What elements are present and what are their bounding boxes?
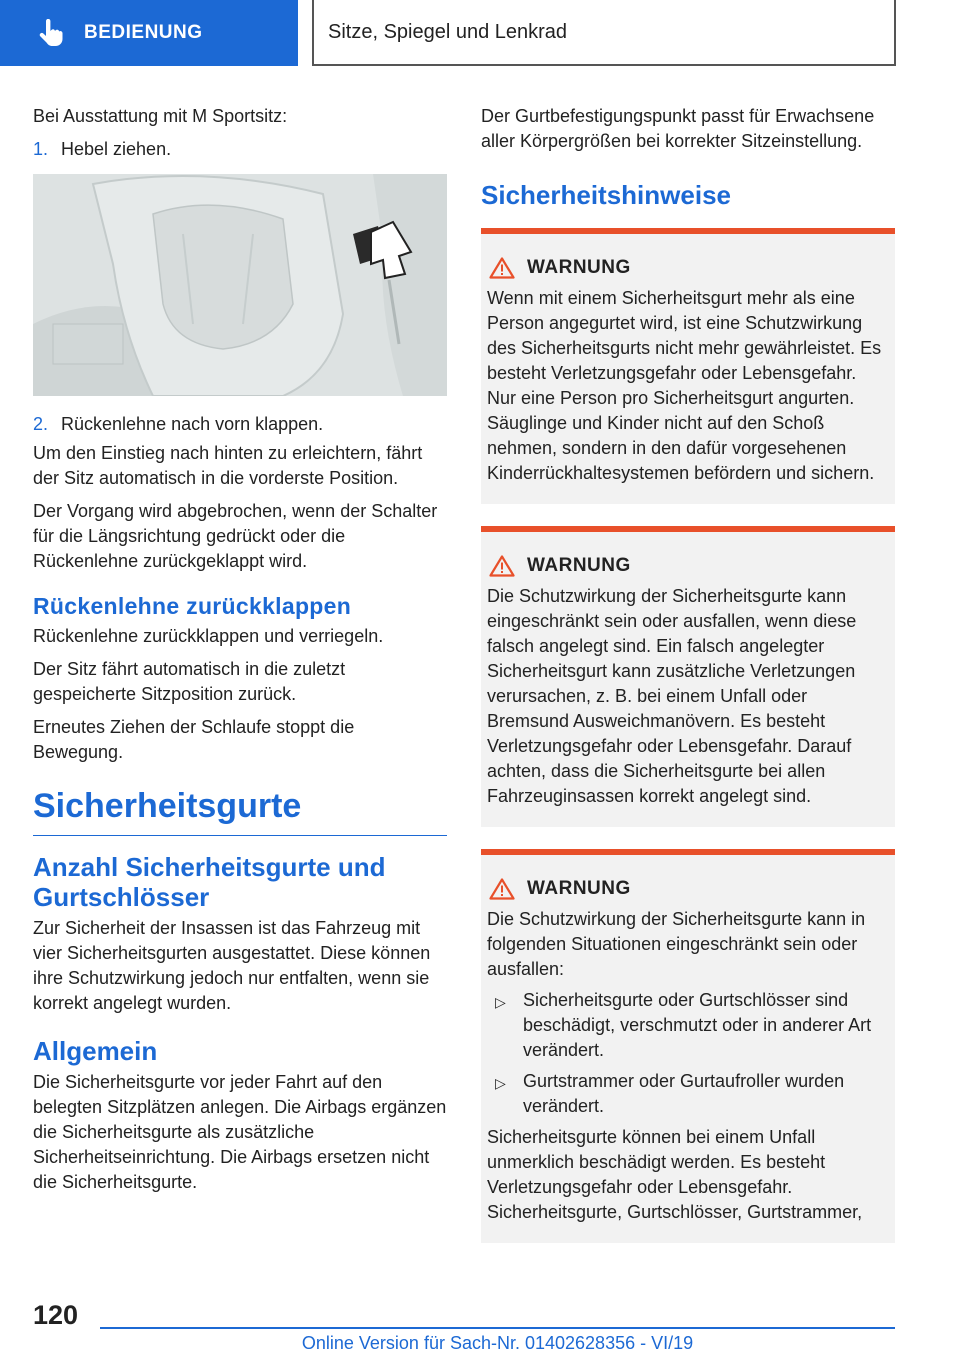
warning-triangle-icon bbox=[489, 256, 519, 280]
page-number: 120 bbox=[33, 1300, 79, 1330]
paragraph: Erneutes Ziehen der Schlaufe stoppt die Bewegung. bbox=[33, 717, 355, 762]
bullet-text: Gurtstrammer oder Gurtaufroller wurden verändert. bbox=[523, 1071, 845, 1116]
warning-box bbox=[481, 849, 895, 1243]
step-number: 1. bbox=[33, 139, 49, 159]
paragraph: Zur Sicherheit der Insassen ist das Fahrzeug mit vier Sicherheitsgurten ausgestattet. Diese können ihre Schutzwirkung jedoch nur entfalten, wenn sie korrekt angelegt wurden. bbox=[33, 918, 431, 1013]
warning-header bbox=[489, 877, 889, 901]
warning-text: Sicherheitsgurte können bei einem Unfall unmerklich beschädigt werden. Es besteht Verletzungsgefahr oder Lebensgefahr. Sicherheitsgurte, Gurtschlösser, Gurtstrammer, bbox=[487, 1127, 863, 1222]
footer-divider bbox=[100, 1327, 895, 1329]
heading-belt-count: Anzahl Sicherheitsgurte und Gurtschlösser bbox=[33, 852, 386, 912]
warning-title: WARNUNG bbox=[527, 555, 631, 576]
warning-title: WARNUNG bbox=[527, 878, 631, 899]
step-text: Rückenlehne nach vorn klappen. bbox=[61, 414, 324, 434]
section-label: BEDIENUNG bbox=[84, 22, 203, 43]
paragraph: Rückenlehne zurückklappen und verriegeln. bbox=[33, 626, 384, 646]
bullet-triangle-icon: ▷ bbox=[495, 994, 506, 1010]
warning-title: WARNUNG bbox=[527, 257, 631, 278]
heading-seatbelts: Sicherheitsgurte bbox=[33, 785, 447, 836]
heading-general: Allgemein bbox=[33, 1036, 158, 1066]
paragraph: Der Gurtbefestigungspunkt passt für Erwachsene aller Körpergrößen bei korrekter Sitzeinstellung. bbox=[481, 106, 875, 151]
left-column bbox=[33, 104, 447, 1203]
bullet-item bbox=[495, 1069, 889, 1119]
warning-text: Die Schutzwirkung der Sicherheitsgurte kann in folgenden Situationen eingeschränkt sein oder ausfallen: bbox=[487, 909, 866, 979]
seat-lever-image bbox=[33, 174, 447, 396]
paragraph: Um den Einstieg nach hinten zu erleichtern, fährt der Sitz automatisch in die vorderste Position. bbox=[33, 443, 423, 488]
warning-triangle-icon bbox=[489, 877, 519, 901]
chapter-title: Sitze, Spiegel und Lenkrad bbox=[312, 0, 896, 66]
online-version-text: Online Version für Sach-Nr. 01402628356 - VI/19 bbox=[301, 1333, 694, 1353]
paragraph: Der Vorgang wird abgebrochen, wenn der Schalter für die Längsrichtung gedrückt oder die Rückenlehne zurückgeklappt wird. bbox=[33, 501, 438, 571]
paragraph: Der Sitz fährt automatisch in die zuletzt gespeicherte Sitzposition zurück. bbox=[33, 659, 346, 704]
bullet-item bbox=[495, 988, 889, 1063]
warning-header bbox=[489, 256, 889, 280]
step-text: Hebel ziehen. bbox=[61, 139, 172, 159]
paragraph: Die Sicherheitsgurte vor jeder Fahrt auf den belegten Sitzplätzen anlegen. Die Airbags ergänzen die Sicherheitsgurte als zusätzliche Sicherheitseinrichtung. Die Airbags ersetzen nicht die Sicherheitsgurte. bbox=[33, 1072, 447, 1192]
warning-triangle-icon bbox=[489, 554, 519, 578]
step-item bbox=[33, 137, 447, 162]
warning-header bbox=[489, 554, 889, 578]
step-item bbox=[33, 412, 447, 437]
page-header bbox=[0, 0, 960, 66]
section-tab[interactable] bbox=[0, 0, 298, 66]
step-number: 2. bbox=[33, 414, 49, 434]
intro-text: Bei Ausstattung mit M Sportsitz: bbox=[33, 106, 288, 126]
warning-box bbox=[481, 228, 895, 504]
hand-pointer-icon bbox=[36, 18, 66, 48]
bullet-text: Sicherheitsgurte oder Gurtschlösser sind beschädigt, verschmutzt oder in anderer Art verändert. bbox=[523, 990, 872, 1060]
warning-box bbox=[481, 526, 895, 827]
warning-text: Wenn mit einem Sicherheitsgurt mehr als eine Person angegurtet wird, ist eine Schutzwirkung des Sicherheitsgurts nicht mehr gewährleistet. Es besteht Verletzungsgefahr oder Lebensgefahr. Nur eine Person pro Sicherheitsgurt angurten. Säuglinge und Kinder nicht auf den Schoß nehmen, sondern in den dafür vorgesehenen Kinderrückhaltesystemen befördern und sichern. bbox=[487, 288, 882, 483]
heading-safety-notes: Sicherheitshinweise bbox=[481, 180, 731, 210]
heading-backrest: Rückenlehne zurückklappen bbox=[33, 593, 352, 619]
right-column bbox=[481, 104, 895, 1243]
bullet-triangle-icon: ▷ bbox=[495, 1075, 506, 1091]
warning-text: Die Schutzwirkung der Sicherheitsgurte kann eingeschränkt sein oder ausfallen, wenn diese falsch angelegt sind. Ein falsch angelegter Sicherheitsgurt kann zusätzliche Verletzungen verursachen, z. B. bei einem Unfall oder Bremsund Ausweichmanövern. Es besteht Verletzungsgefahr oder Lebensgefahr. Darauf achten, dass die Sicherheitsgurte bei allen Fahrzeuginsassen korrekt angelegt sind. bbox=[487, 586, 857, 806]
